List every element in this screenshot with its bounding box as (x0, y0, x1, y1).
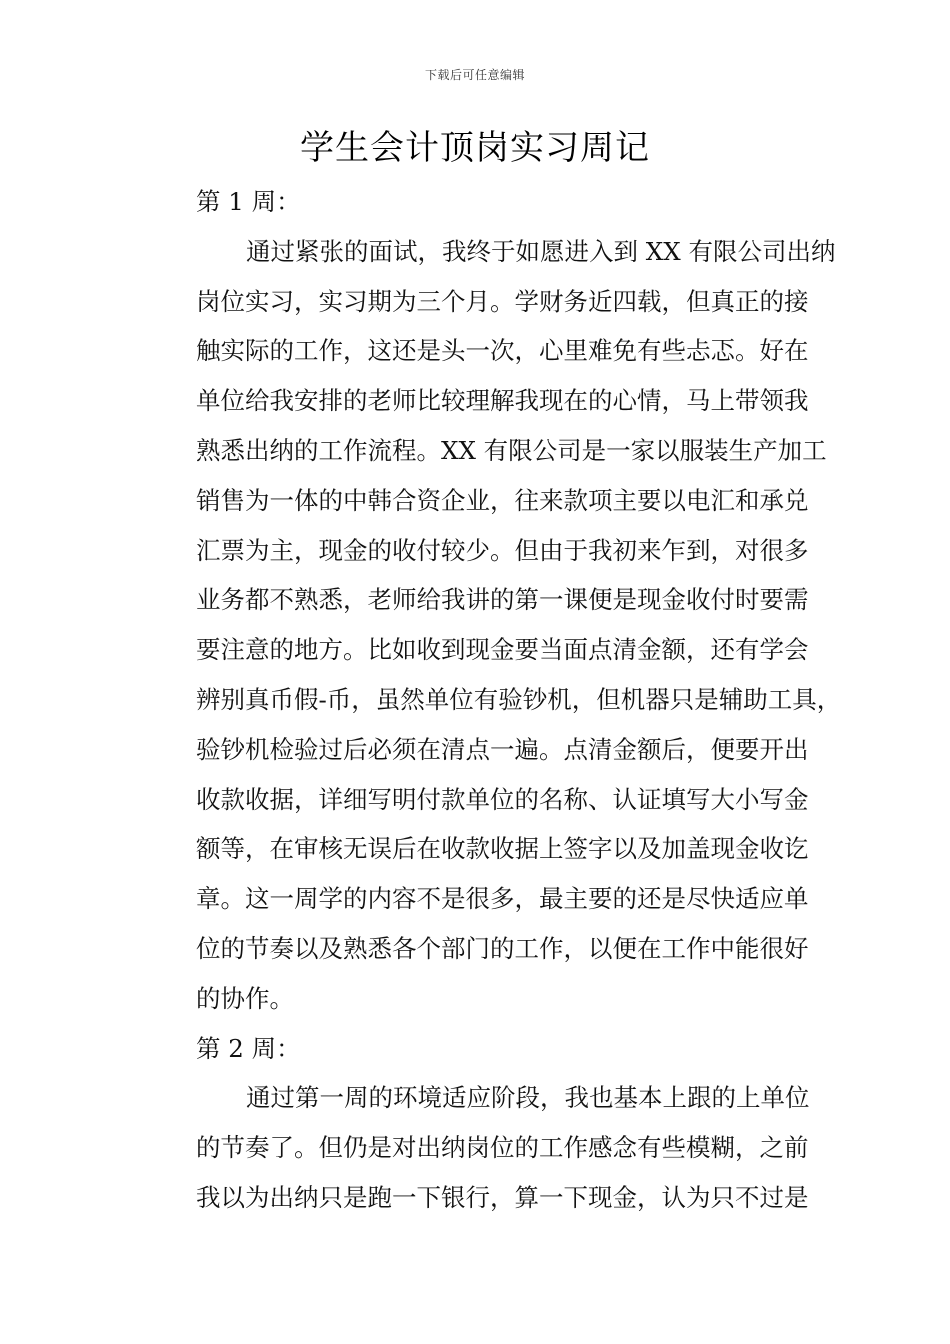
text-line: 收款收据，详细写明付款单位的名称、认证填写大小写金 (196, 784, 809, 814)
text-line: 的节奏了。但仍是对出纳岗位的工作感念有些模糊，之前 (196, 1133, 809, 1163)
week-1-heading: 第 1 周： (196, 187, 301, 216)
week-1-paragraph (146, 227, 842, 1024)
text-line: 岗位实习，实习期为三个月。学财务近四载，但真正的接 (196, 286, 809, 316)
document-body (146, 177, 842, 1223)
text-line: 通过紧张的面试，我终于如愿进入到 XX 有限公司出纳 (246, 236, 836, 266)
text-line: 业务都不熟悉，老师给我讲的第一课便是现金收付时要需 (196, 585, 809, 615)
text-line: 销售为一体的中韩合资企业，往来款项主要以电汇和承兑 (196, 485, 809, 515)
text-line: 的协作。 (196, 983, 294, 1013)
text-line: 熟悉出纳的工作流程。XX 有限公司是一家以服装生产加工 (196, 435, 827, 465)
text-line: 要注意的地方。比如收到现金要当面点清金额，还有学会 (196, 635, 809, 665)
week-2-paragraph (146, 1073, 822, 1222)
text-line: 单位给我安排的老师比较理解我现在的心情，马上带领我 (196, 386, 809, 416)
text-line: 触实际的工作，这还是头一次，心里难免有些忐忑。好在 (196, 336, 809, 366)
text-line: 位的节奏以及熟悉各个部门的工作，以便在工作中能很好 (196, 933, 809, 963)
header-note: 下载后可任意编辑 (424, 68, 525, 82)
week-2-heading: 第 2 周： (196, 1033, 301, 1063)
text-line: 章。这一周学的内容不是很多，最主要的还是尽快适应单 (196, 884, 809, 914)
text-line: 额等，在审核无误后在收款收据上签字以及加盖现金收讫 (196, 834, 809, 864)
page-title: 学生会计顶岗实习周记 (300, 128, 650, 168)
text-line: 我以为出纳只是跑一下银行，算一下现金，认为只不过是 (196, 1182, 809, 1212)
text-line: 验钞机检验过后必须在清点一遍。点清金额后，便要开出 (196, 734, 809, 764)
text-line: 汇票为主，现金的收付较少。但由于我初来乍到，对很多 (196, 535, 809, 565)
text-line: 通过第一周的环境适应阶段，我也基本上跟的上单位 (246, 1083, 810, 1113)
text-line: 辨别真币假-币，虽然单位有验钞机，但机器只是辅助工具， (196, 684, 842, 714)
